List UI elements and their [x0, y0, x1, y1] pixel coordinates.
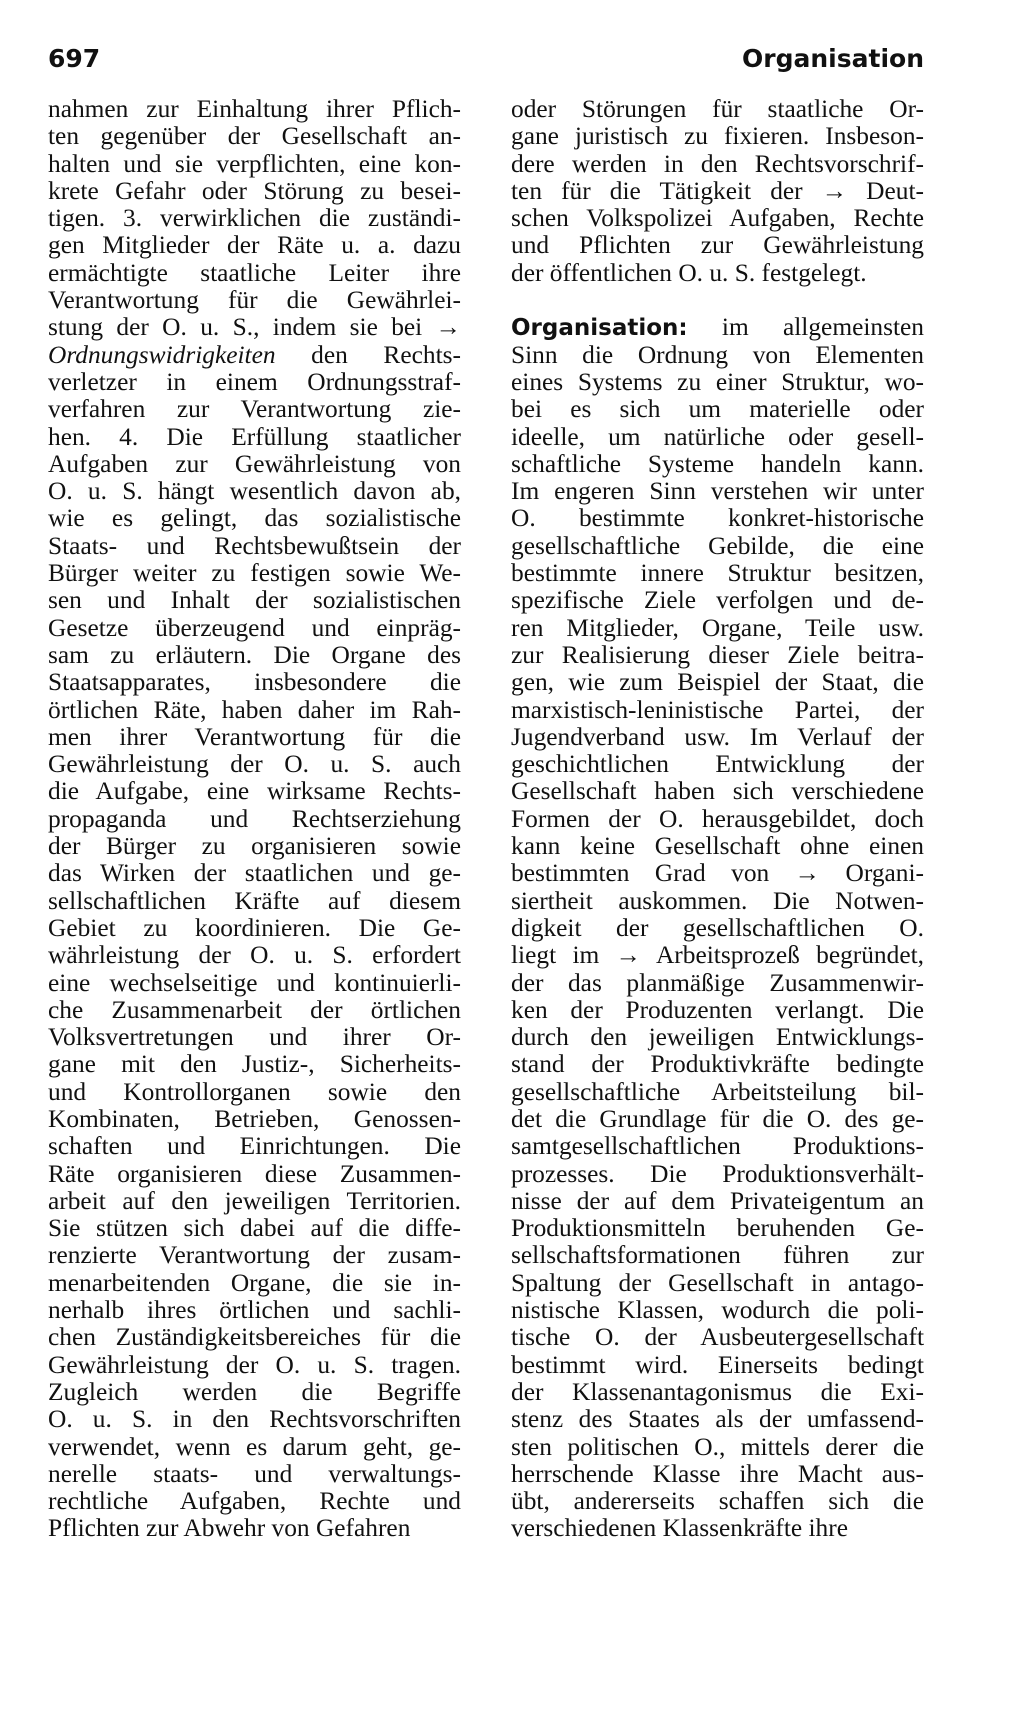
text-line: übt, andererseits schaffen sich die	[511, 1487, 924, 1516]
text-line: durch den jeweiligen Entwicklungs-	[511, 1023, 924, 1052]
text-line: renzierte Verantwortung der zusam-	[48, 1241, 461, 1270]
text-line: propaganda und Rechtserziehung	[48, 804, 461, 833]
text-line: Gewährleistung der O. u. S. auch	[48, 750, 461, 779]
text-line: bei es sich um materielle oder	[511, 395, 924, 424]
text-line: Räte organisieren diese Zusammen-	[48, 1159, 461, 1188]
text-line: digkeit der gesellschaftlichen O.	[511, 913, 924, 942]
text-line: geschichtlichen Entwicklung der	[511, 750, 924, 779]
text-line: liegt im → Arbeitsprozeß begründet,	[511, 941, 924, 970]
text-line: der Bürger zu organisieren sowie	[48, 832, 461, 861]
text-line: krete Gefahr oder Störung zu besei-	[48, 176, 461, 205]
continuation-text	[511, 96, 924, 287]
text-line: bestimmte innere Struktur besitzen,	[511, 559, 924, 588]
text-line: sten politischen O., mittels derer die	[511, 1432, 924, 1461]
text-line: ten gegenüber der Gesellschaft an-	[48, 122, 461, 151]
text-line: verfahren zur Verantwortung zie-	[48, 395, 461, 424]
text-line: Sinn die Ordnung von Elementen	[511, 340, 924, 369]
text-line: nerhalb ihres örtlichen und sachli-	[48, 1296, 461, 1325]
text-line: det die Grundlage für die O. des ge-	[511, 1104, 924, 1133]
text-line: schen Volkspolizei Aufgaben, Rechte	[511, 204, 924, 233]
text-line: und Kontrollorganen sowie den	[48, 1077, 461, 1106]
text-line: samtgesellschaftlichen Produktions-	[511, 1132, 924, 1161]
text-line: prozesses. Die Produktionsverhält-	[511, 1159, 924, 1188]
text-line: eine wechselseitige und kontinuierli-	[48, 968, 461, 997]
text-line: gesellschaftliche Gebilde, die eine	[511, 531, 924, 560]
text-line: verwendet, wenn es darum geht, ge-	[48, 1432, 461, 1461]
text-line: O. u. S. hängt wesentlich davon ab,	[48, 477, 461, 506]
text-line: Gesetze überzeugend und einpräg-	[48, 613, 461, 642]
text-line: dere werden in den Rechtsvorschrif-	[511, 149, 924, 178]
text-line: Produktionsmitteln beruhenden Ge-	[511, 1214, 924, 1243]
text-line: Im engeren Sinn verstehen wir unter	[511, 477, 924, 506]
text-line: oder Störungen für staatliche Or-	[511, 95, 924, 123]
text-line: zur Realisierung dieser Ziele beitra-	[511, 640, 924, 669]
text-line: schaften und Einrichtungen. Die	[48, 1132, 461, 1161]
text-line: herrschende Klasse ihre Macht aus-	[511, 1459, 924, 1488]
text-line: der öffentlichen O. u. S. festgelegt.	[511, 258, 867, 287]
text-line: nistische Klassen, wodurch die poli-	[511, 1296, 924, 1325]
text-line: nahmen zur Einhaltung ihrer Pflich-	[48, 95, 461, 123]
text-line: Bürger weiter zu festigen sowie We-	[48, 559, 461, 588]
text-line: Gewährleistung der O. u. S. tragen.	[48, 1350, 461, 1379]
left-column	[48, 96, 461, 1543]
text-line: che Zusammenarbeit der örtlichen	[48, 995, 461, 1024]
text-line: stand der Produktivkräfte bedingte	[511, 1050, 924, 1079]
text-line: Formen der O. herausgebildet, doch	[511, 804, 924, 833]
paragraph-gap	[511, 287, 924, 314]
page-number: 697	[48, 44, 101, 73]
text-line: verschiedenen Klassenkräfte ihre	[511, 1514, 848, 1543]
text-line: sellschaftsformationen führen zur	[511, 1241, 924, 1270]
text-line: stung der O. u. S., indem sie bei →	[48, 313, 461, 342]
text-line: stenz des Staates als der umfassend-	[511, 1405, 924, 1434]
text-line: und Pflichten zur Gewährleistung	[511, 231, 924, 260]
text-line: O. bestimmte konkret-historische	[511, 504, 924, 533]
text-line: sen und Inhalt der sozialistischen	[48, 586, 461, 615]
running-head: Organisation	[742, 44, 924, 73]
text-line: gane juristisch zu fixieren. Insbeson-	[511, 122, 924, 151]
text-line: tigen. 3. verwirklichen die zuständi-	[48, 204, 461, 233]
text-line: der Klassenantagonismus die Exi-	[511, 1377, 924, 1406]
text-line: ideelle, um natürliche oder gesell-	[511, 422, 924, 451]
text-line: gane mit den Justiz-, Sicherheits-	[48, 1050, 461, 1079]
text-line: rechtliche Aufgaben, Rechte und	[48, 1487, 461, 1516]
text-line: ten für die Tätigkeit der → Deut-	[511, 176, 924, 205]
text-line: Gesellschaft haben sich verschiedene	[511, 777, 924, 806]
entry-first-line-text: im allgemeinsten	[687, 313, 924, 342]
text-line: Staatsapparates, insbesondere die	[48, 668, 461, 697]
text-line: Zugleich werden die Begriffe	[48, 1377, 461, 1406]
text-line: Pflichten zur Abwehr von Gefahren	[48, 1514, 411, 1543]
text-line: bestimmten Grad von → Organi-	[511, 859, 924, 888]
text-line: Sie stützen sich dabei auf die diffe-	[48, 1214, 461, 1243]
text-line: ermächtigte staatliche Leiter ihre	[48, 258, 461, 287]
text-line: Staats- und Rechtsbewußtsein der	[48, 531, 461, 560]
entry-headword: Organisation:	[511, 315, 688, 342]
text-line: Verantwortung für die Gewährlei-	[48, 286, 461, 315]
text-line: menarbeitenden Organe, die sie in-	[48, 1268, 461, 1297]
text-line: ken der Produzenten verlangt. Die	[511, 995, 924, 1024]
text-line: siertheit auskommen. Die Notwen-	[511, 886, 924, 915]
text-line: hen. 4. Die Erfüllung staatlicher	[48, 422, 461, 451]
entry-body	[511, 342, 924, 1543]
entry-first-line	[511, 314, 924, 341]
text-line: kann keine Gesellschaft ohne einen	[511, 832, 924, 861]
text-line: O. u. S. in den Rechtsvorschriften	[48, 1405, 461, 1434]
text-line: Kombinaten, Betrieben, Genossen-	[48, 1104, 461, 1133]
text-line: arbeit auf den jeweiligen Territorien.	[48, 1186, 461, 1215]
text-line: eines Systems zu einer Struktur, wo-	[511, 367, 924, 396]
text-line: gen, wie zum Beispiel der Staat, die	[511, 668, 924, 697]
text-line: Jugendverband usw. Im Verlauf der	[511, 722, 924, 751]
text-line: schaftliche Systeme handeln kann.	[511, 449, 924, 478]
text-line: wie es gelingt, das sozialistische	[48, 504, 461, 533]
text-line: bestimmt wird. Einerseits bedingt	[511, 1350, 924, 1379]
right-column	[511, 96, 924, 1543]
text-line: verletzer in einem Ordnungsstraf-	[48, 367, 461, 396]
text-line: nerelle staats- und verwaltungs-	[48, 1459, 461, 1488]
text-line: sam zu erläutern. Die Organe des	[48, 640, 461, 669]
text-line: Volksvertretungen und ihrer Or-	[48, 1023, 461, 1052]
text-line: chen Zuständigkeitsbereiches für die	[48, 1323, 461, 1352]
text-line: sellschaftlichen Kräfte auf diesem	[48, 886, 461, 915]
text-line: währleistung der O. u. S. erfordert	[48, 941, 461, 970]
dictionary-entry	[511, 314, 924, 1542]
text-line: spezifische Ziele verfolgen und de-	[511, 586, 924, 615]
text-line: tische O. der Ausbeutergesellschaft	[511, 1323, 924, 1352]
text-line: ren Mitglieder, Organe, Teile usw.	[511, 613, 924, 642]
text-line: Aufgaben zur Gewährleistung von	[48, 449, 461, 478]
text-line: nisse der auf dem Privateigentum an	[511, 1186, 924, 1215]
text-line: örtlichen Räte, haben daher im Rah-	[48, 695, 461, 724]
text-line: Spaltung der Gesellschaft in antago-	[511, 1268, 924, 1297]
text-line: das Wirken der staatlichen und ge-	[48, 859, 461, 888]
text-line: gen Mitglieder der Räte u. a. dazu	[48, 231, 461, 260]
text-line: marxistisch-leninistische Partei, der	[511, 695, 924, 724]
text-line: der das planmäßige Zusammenwir-	[511, 968, 924, 997]
text-line: Gebiet zu koordinieren. Die Ge-	[48, 913, 461, 942]
text-line: halten und sie verpflichten, eine kon-	[48, 149, 461, 178]
text-line: die Aufgabe, eine wirksame Rechts-	[48, 777, 461, 806]
text-line: gesellschaftliche Arbeitsteilung bil-	[511, 1077, 924, 1106]
text-line: men ihrer Verantwortung für die	[48, 722, 461, 751]
text-line: Ordnungswidrigkeiten den Rechts-	[48, 340, 461, 369]
